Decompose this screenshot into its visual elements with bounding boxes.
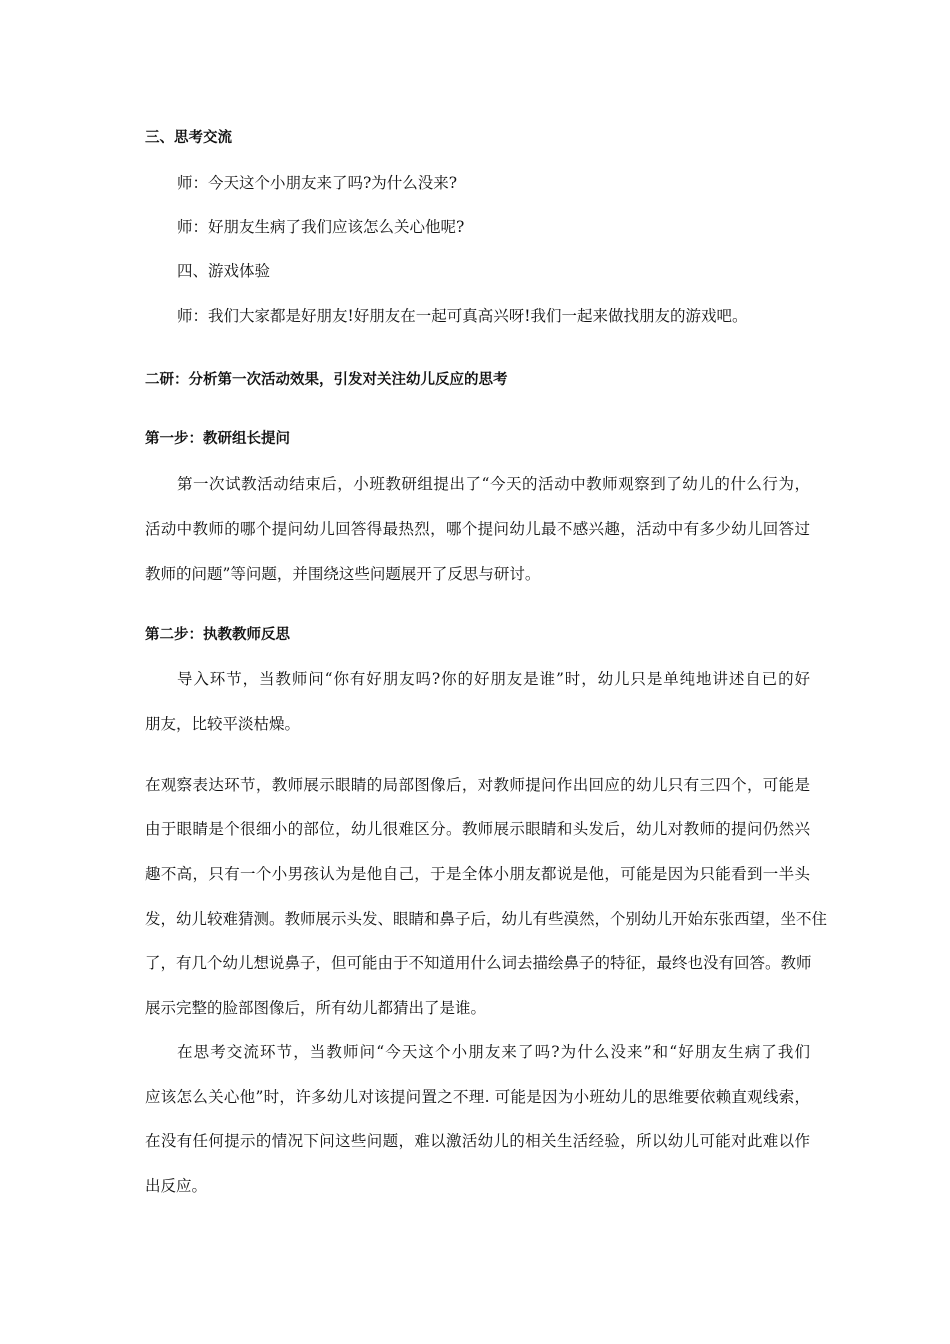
second-research-heading: 二研：分析第一次活动效果，引发对关注幼儿反应的思考: [145, 372, 508, 388]
teacher-question-3: 师：我们大家都是好朋友!好朋友在一起可真高兴呀!我们一起来做找朋友的游戏吧。: [177, 307, 748, 325]
teacher-question-1: 师：今天这个小朋友来了吗?为什么没来?: [177, 174, 458, 192]
paragraph-line: 朋友，比较平淡枯燥。: [145, 715, 301, 733]
paragraph-line: 在没有任何提示的情况下问这些问题，难以激活幼儿的相关生活经验，所以幼儿可能对此难以作: [145, 1132, 810, 1150]
step-two-heading: 第二步：执教教师反思: [145, 627, 290, 643]
paragraph-line: 教师的问题”等问题，并围绕这些问题展开了反思与研讨。: [145, 565, 541, 583]
paragraph-line: 出反应。: [145, 1177, 208, 1195]
step-one-heading: 第一步：教研组长提问: [145, 431, 290, 447]
paragraph-line: 由于眼睛是个很细小的部位，幼儿很难区分。教师展示眼睛和头发后，幼儿对教师的提问仍然兴: [145, 820, 810, 838]
paragraph-line: 导入环节，当教师问“你有好朋友吗?你的好朋友是谁”时，幼儿只是单纯地讲述自已的好: [177, 670, 810, 688]
teacher-question-2: 师：好朋友生病了我们应该怎么关心他呢?: [177, 218, 465, 236]
paragraph-line: 展示完整的脸部图像后，所有幼儿都猜出了是谁。: [145, 999, 487, 1017]
paragraph-line: 应该怎么关心他”时，许多幼儿对该提问置之不理. 可能是因为小班幼儿的思维要依赖直观线索，: [145, 1088, 810, 1106]
subheading-game-experience: 四、游戏体验: [177, 262, 271, 280]
paragraph-line: 活动中教师的哪个提问幼儿回答得最热烈，哪个提问幼儿最不感兴趣，活动中有多少幼儿回答过: [145, 520, 810, 538]
paragraph-line: 了，有几个幼儿想说鼻子，但可能由于不知道用什么词去描绘鼻子的特征，最终也没有回答。教师: [145, 954, 812, 972]
section-heading-thinking-exchange: 三、思考交流: [145, 130, 232, 146]
paragraph-line: 第一次试教活动结束后，小班教研组提出了“今天的活动中教师观察到了幼儿的什么行为，: [177, 475, 810, 493]
paragraph-line: 发，幼儿较难猜测。教师展示头发、眼睛和鼻子后，幼儿有些漠然，个别幼儿开始东张西望，坐不住: [145, 910, 828, 928]
paragraph-line: 在思考交流环节，当教师问“今天这个小朋友来了吗?为什么没来”和“好朋友生病了我们: [177, 1043, 810, 1061]
paragraph-line: 在观察表达环节，教师展示眼睛的局部图像后，对教师提问作出回应的幼儿只有三四个，可能是: [145, 776, 810, 794]
paragraph-line: 趣不高，只有一个小男孩认为是他自己，于是全体小朋友都说是他，可能是因为只能看到一半头: [145, 865, 810, 883]
